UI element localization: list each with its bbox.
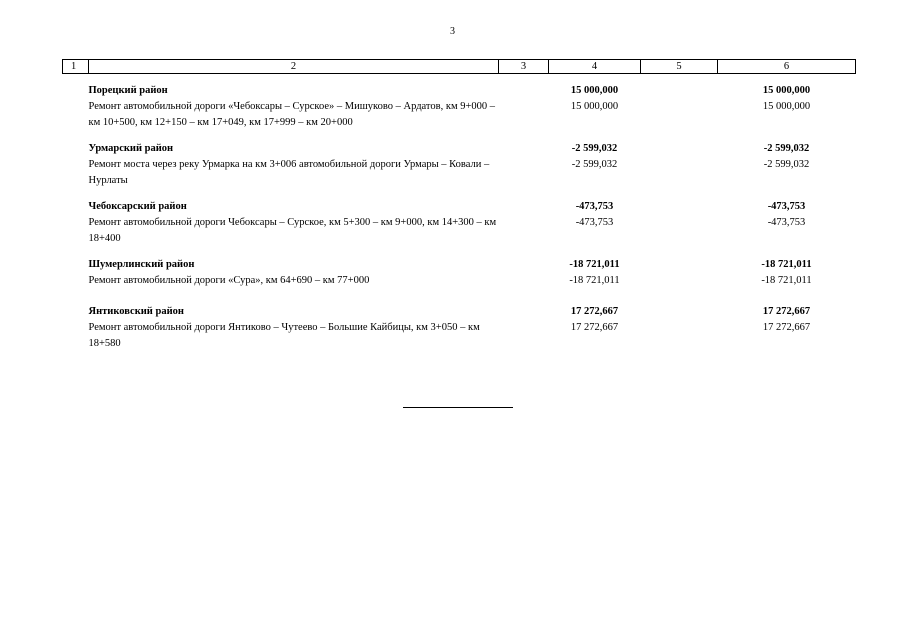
column-header: 3 bbox=[499, 60, 549, 74]
district-row bbox=[63, 247, 856, 273]
district-name: Порецкий район bbox=[88, 85, 168, 96]
column-number-header bbox=[63, 60, 856, 74]
end-rule-divider bbox=[403, 407, 513, 408]
item-value-col6: 15 000,000 bbox=[762, 101, 811, 112]
item-row bbox=[63, 320, 856, 352]
item-value-col4: 17 272,667 bbox=[570, 322, 619, 333]
item-description: Ремонт автомобильной дороги Чебоксары – Сурское, км 5+300 – км 9+000, км 14+300 – км 18+400 bbox=[88, 217, 497, 244]
item-row bbox=[63, 273, 856, 289]
district-total-col6: 17 272,667 bbox=[762, 306, 811, 317]
district-total-col6: -2 599,032 bbox=[763, 143, 810, 154]
column-header: 6 bbox=[718, 60, 856, 74]
item-description: Ремонт моста через реку Урмарка на км 3+006 автомобильной дороги Урмары – Ковали – Нурлаты bbox=[88, 159, 490, 186]
column-header: 1 bbox=[63, 60, 89, 74]
column-header: 2 bbox=[89, 60, 499, 74]
item-value-col4: 15 000,000 bbox=[570, 101, 619, 112]
district-total-col4: 17 272,667 bbox=[570, 306, 619, 317]
item-value-col6: -473,753 bbox=[767, 217, 806, 228]
item-value-col4: -473,753 bbox=[575, 217, 614, 228]
district-total-col4: -2 599,032 bbox=[571, 143, 618, 154]
item-row bbox=[63, 215, 856, 247]
district-total-col4: -473,753 bbox=[575, 201, 614, 212]
district-total-col6: 15 000,000 bbox=[762, 85, 811, 96]
item-value-col6: -18 721,011 bbox=[761, 275, 812, 286]
column-header: 5 bbox=[641, 60, 718, 74]
item-value-col6: 17 272,667 bbox=[762, 322, 811, 333]
item-value-col4: -2 599,032 bbox=[571, 159, 618, 170]
district-total-col6: -18 721,011 bbox=[761, 259, 812, 270]
item-value-col4: -18 721,011 bbox=[569, 275, 620, 286]
district-name: Чебоксарский район bbox=[88, 201, 187, 212]
item-value-col6: -2 599,032 bbox=[763, 159, 810, 170]
district-row bbox=[63, 131, 856, 157]
column-header: 4 bbox=[549, 60, 641, 74]
district-row bbox=[63, 189, 856, 215]
district-row bbox=[63, 74, 856, 100]
budget-table bbox=[62, 59, 856, 352]
district-name: Янтиковский район bbox=[88, 306, 184, 317]
district-name: Урмарский район bbox=[88, 143, 174, 154]
district-total-col4: 15 000,000 bbox=[570, 85, 619, 96]
page-number: 3 bbox=[450, 26, 455, 37]
item-description: Ремонт автомобильной дороги «Сура», км 64+690 – км 77+000 bbox=[88, 275, 370, 286]
item-description: Ремонт автомобильной дороги Янтиково – Чутеево – Большие Кайбицы, км 3+050 – км 18+580 bbox=[88, 322, 480, 349]
district-total-col6: -473,753 bbox=[767, 201, 806, 212]
district-row bbox=[63, 289, 856, 320]
item-row bbox=[63, 157, 856, 189]
item-row bbox=[63, 99, 856, 131]
district-name: Шумерлинский район bbox=[88, 259, 195, 270]
item-description: Ремонт автомобильной дороги «Чебоксары – Сурское» – Мишуково – Ардатов, км 9+000 – км 10+500, км 12+150 – км 17+049, км 17+999 – км 20+000 bbox=[88, 101, 496, 128]
district-total-col4: -18 721,011 bbox=[569, 259, 620, 270]
